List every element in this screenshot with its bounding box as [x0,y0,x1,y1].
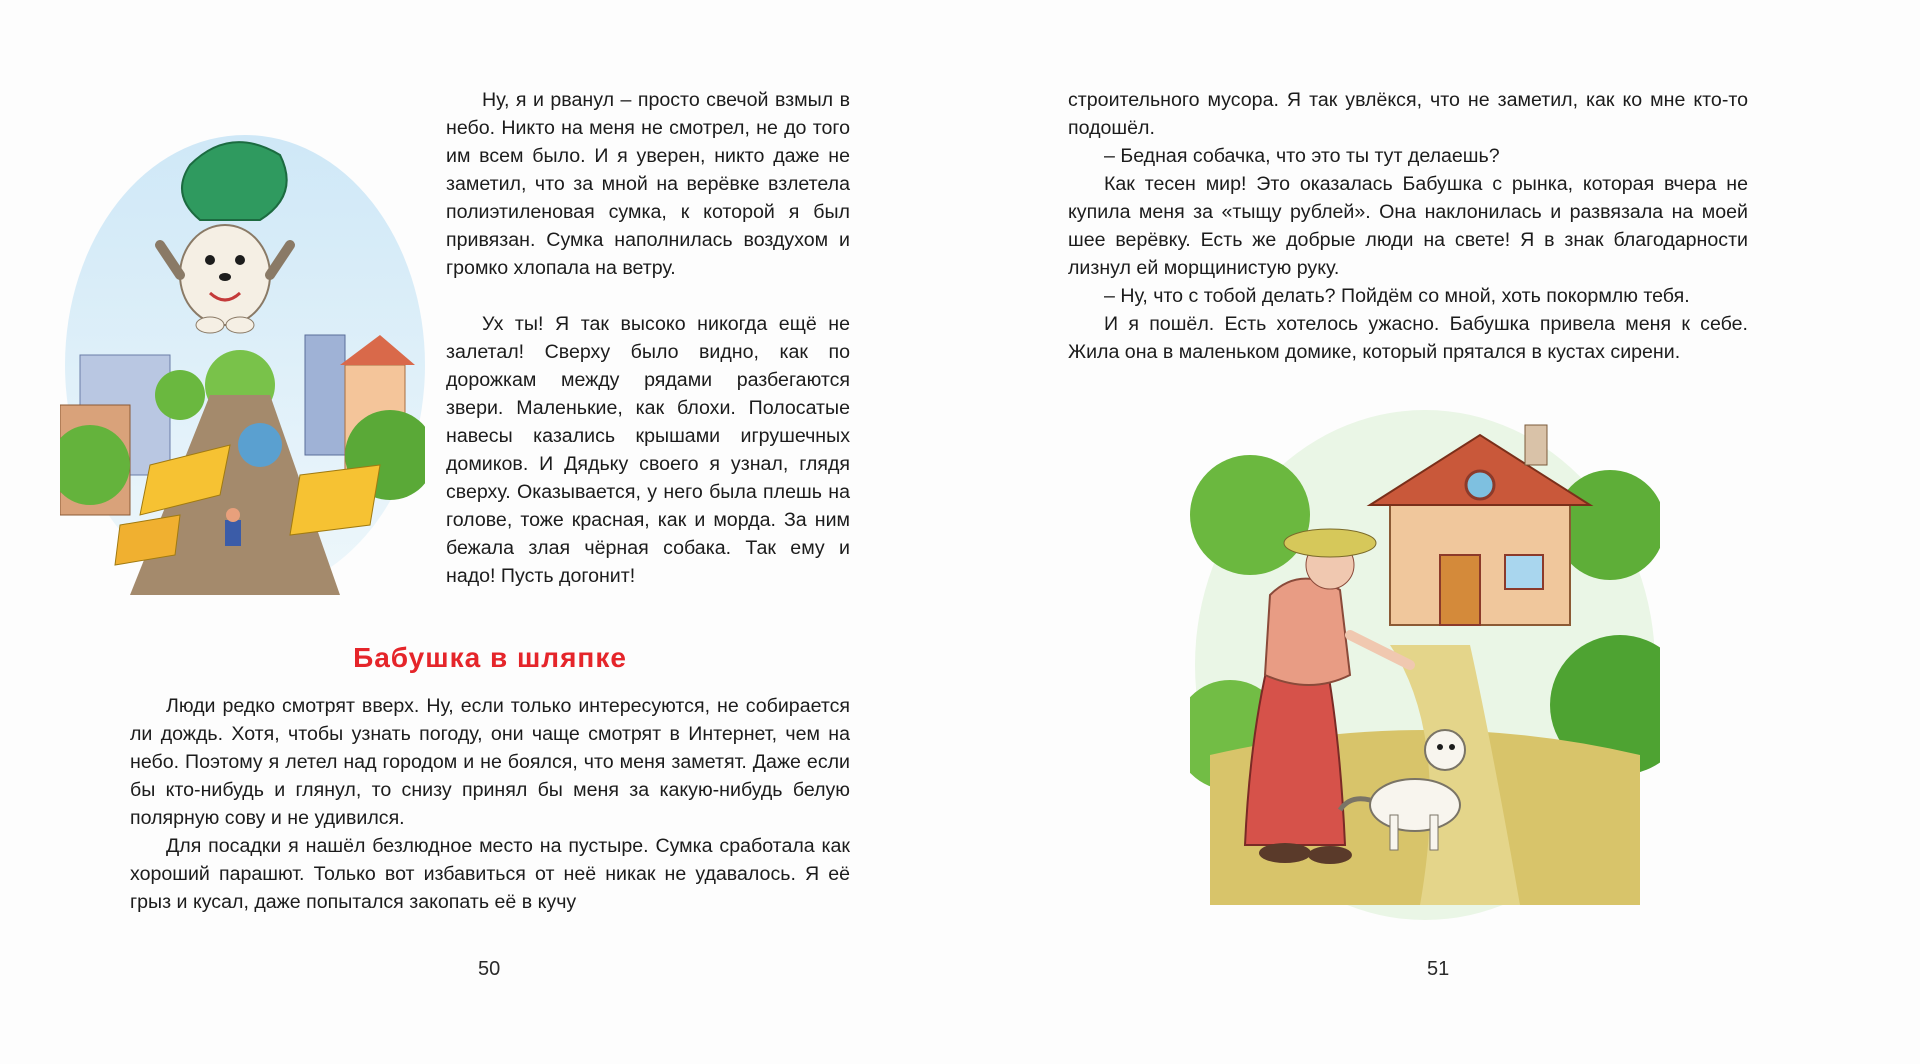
right-paragraph-2: – Бедная собачка, что это ты тут делаешь? [1104,145,1500,167]
chapter-heading: Бабушка в шляпке [353,642,627,673]
right-paragraph-4: – Ну, что с тобой делать? Пойдём со мной, хоть покормлю тебя. [1104,285,1690,307]
flying-dog-illustration [60,135,425,600]
page-number-left: 50 [478,958,501,980]
left-paragraph-1: Ну, я и рванул – просто свечой взмыл в небо. Никто на меня не смотрел, не до того им всем было. И я уверен, никто даже не заметил, что за мной на верёвке взлетела полиэтиленовая сумка, к которой я был привязан. Сумка наполнилась воздухом и громко хлопала на ветру. [446,89,850,279]
right-paragraph-1: строительного мусора. Я так увлёкся, что не заметил, как ко мне кто-то подошёл. [1068,89,1748,139]
right-paragraph-3: Как тесен мир! Это оказалась Бабушка с рынка, которая вчера не купила меня за «тыщу рублей». Она наклонилась и развязала на моей шее верёвку. Есть же добрые люди на свете! Я в знак благодарности лизнул ей морщинистую руку. [1068,173,1748,279]
right-page [960,0,1920,1064]
right-paragraph-5: И я пошёл. Есть хотелось ужасно. Бабушка привела меня к себе. Жила она в маленьком домике, который прятался в кустах сирени. [1068,313,1748,363]
left-paragraph-3: Люди редко смотрят вверх. Ну, если только интересуются, не собирается ли дождь. Хотя, чтобы узнать погоду, они чаще смотрят в Интернет, чем на небо. Поэтому я летел над городом и не боялся, что меня заметят. Даже если бы кто-нибудь и глянул, то снизу принял бы меня за какую-нибудь белую полярную сову и не удивился. [130,695,850,829]
left-paragraph-2: Ух ты! Я так высоко никогда ещё не залетал! Сверху было видно, как по дорожкам между рядами разбегаются звери. Маленькие, как блохи. Полосатые навесы казались крышами игрушечных домиков. И Дядьку своего я узнал, глядя сверху. Оказывается, у него была плешь на голове, тоже красная, как и морда. За ним бежала злая чёрная собака. Так ему и надо! Пусть догонит! [446,313,850,587]
left-paragraph-4: Для посадки я нашёл безлюдное место на пустыре. Сумка сработала как хороший парашют. Только вот избавиться от неё никак не удавалось. Я её грыз и кусал, даже попытался закопать её в кучу [130,835,850,913]
grandmother-illustration [1190,405,1660,920]
page-number-right: 51 [1427,958,1450,980]
